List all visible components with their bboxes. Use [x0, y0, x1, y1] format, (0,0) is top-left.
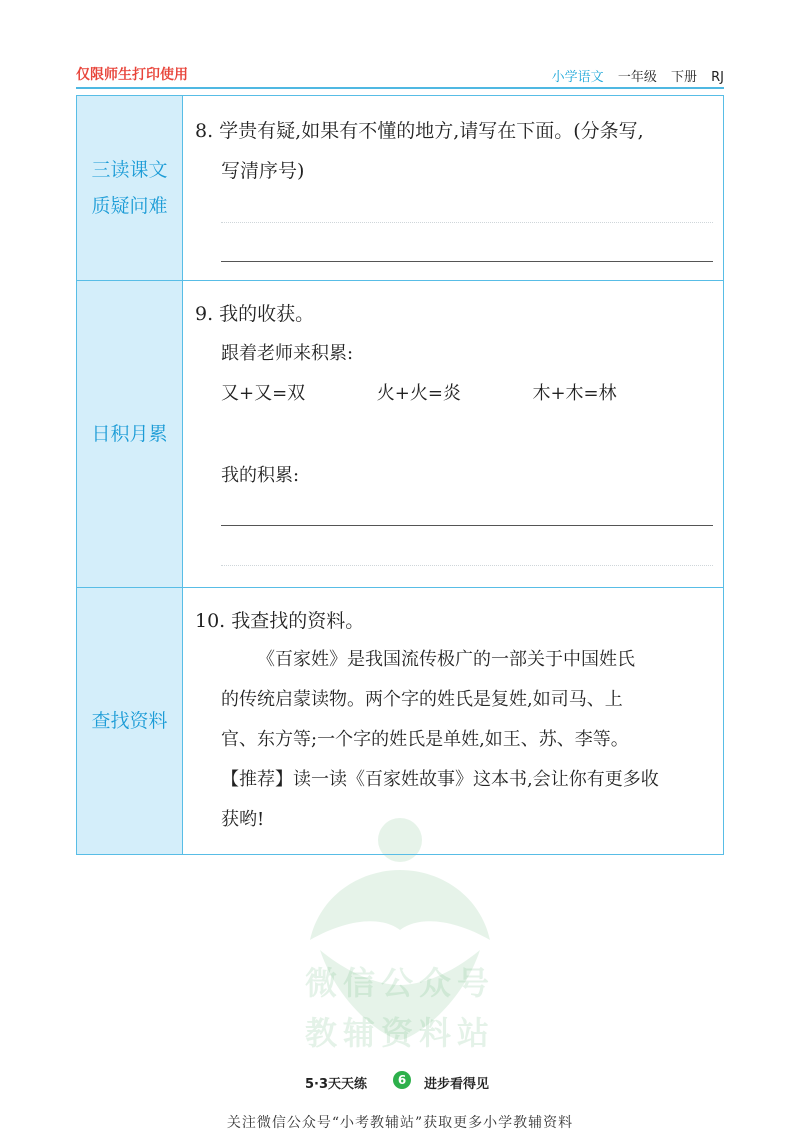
grade-label: 一年级 [617, 70, 657, 85]
section-question-10 [77, 587, 723, 854]
bottom-note: 关注微信公众号“小考教辅站”获取更多小学教辅资料 [226, 1115, 574, 1131]
question-10: 10. 我查找的资料。 [195, 610, 365, 632]
section-question-8 [77, 96, 723, 280]
worksheet-table [76, 95, 724, 855]
section-label-text: 三读课文 质疑问难 [91, 159, 168, 217]
section-label-text: 查找资料 [91, 710, 168, 732]
answer-line[interactable] [221, 525, 713, 526]
edition-label: RJ [711, 70, 724, 85]
answer-line[interactable] [221, 565, 713, 566]
series-name: 5·3天天练 [305, 1077, 368, 1092]
equation: 火+火=炎 [376, 383, 461, 404]
paragraph-line: 《百家姓》是我国流传极广的一部关于中国姓氏 [257, 649, 635, 670]
section-question-9 [77, 280, 723, 587]
paragraph-line: 的传统启蒙读物。两个字的姓氏是复姓,如司马、上 [221, 689, 623, 710]
section-content [183, 96, 723, 280]
section-label [77, 281, 183, 587]
volume-label: 下册 [670, 70, 697, 85]
section-label-text: 日积月累 [91, 423, 168, 445]
footer-slogan: 进步看得见 [424, 1077, 490, 1092]
answer-line[interactable] [221, 261, 713, 262]
reference-paragraph [221, 640, 721, 840]
paragraph-line: 获哟! [221, 809, 265, 830]
question-8-line2: 写清序号) [221, 160, 305, 182]
paragraph-line: 【推荐】读一读《百家姓故事》这本书,会让你有更多收 [221, 769, 659, 790]
page-number: 6 [393, 1071, 411, 1089]
equation: 木+木=林 [532, 383, 617, 404]
section-content [183, 588, 723, 854]
header-divider [76, 87, 724, 89]
answer-line[interactable] [221, 222, 713, 223]
equation: 又+又=双 [221, 383, 306, 404]
question-9: 9. 我的收获。 [195, 303, 315, 325]
paragraph-line: 官、东方等;一个字的姓氏是单姓,如王、苏、李等。 [221, 729, 629, 750]
subject-label: 小学语文 [551, 70, 604, 85]
section-label [77, 588, 183, 854]
watermark-line2: 教辅资料站 [305, 1014, 496, 1052]
question-8-line1: 8. 学贵有疑,如果有不懂的地方,请写在下面。(分条写, [195, 120, 644, 142]
section-label [77, 96, 183, 280]
prompt-my-collection: 我的积累: [221, 465, 300, 486]
prompt-follow-teacher: 跟着老师来积累: [221, 343, 354, 364]
section-content [183, 281, 723, 587]
print-notice: 仅限师生打印使用 [76, 67, 188, 83]
equation-row [221, 381, 682, 407]
book-info [542, 66, 724, 85]
watermark-line1: 微信公众号 [305, 964, 496, 1002]
